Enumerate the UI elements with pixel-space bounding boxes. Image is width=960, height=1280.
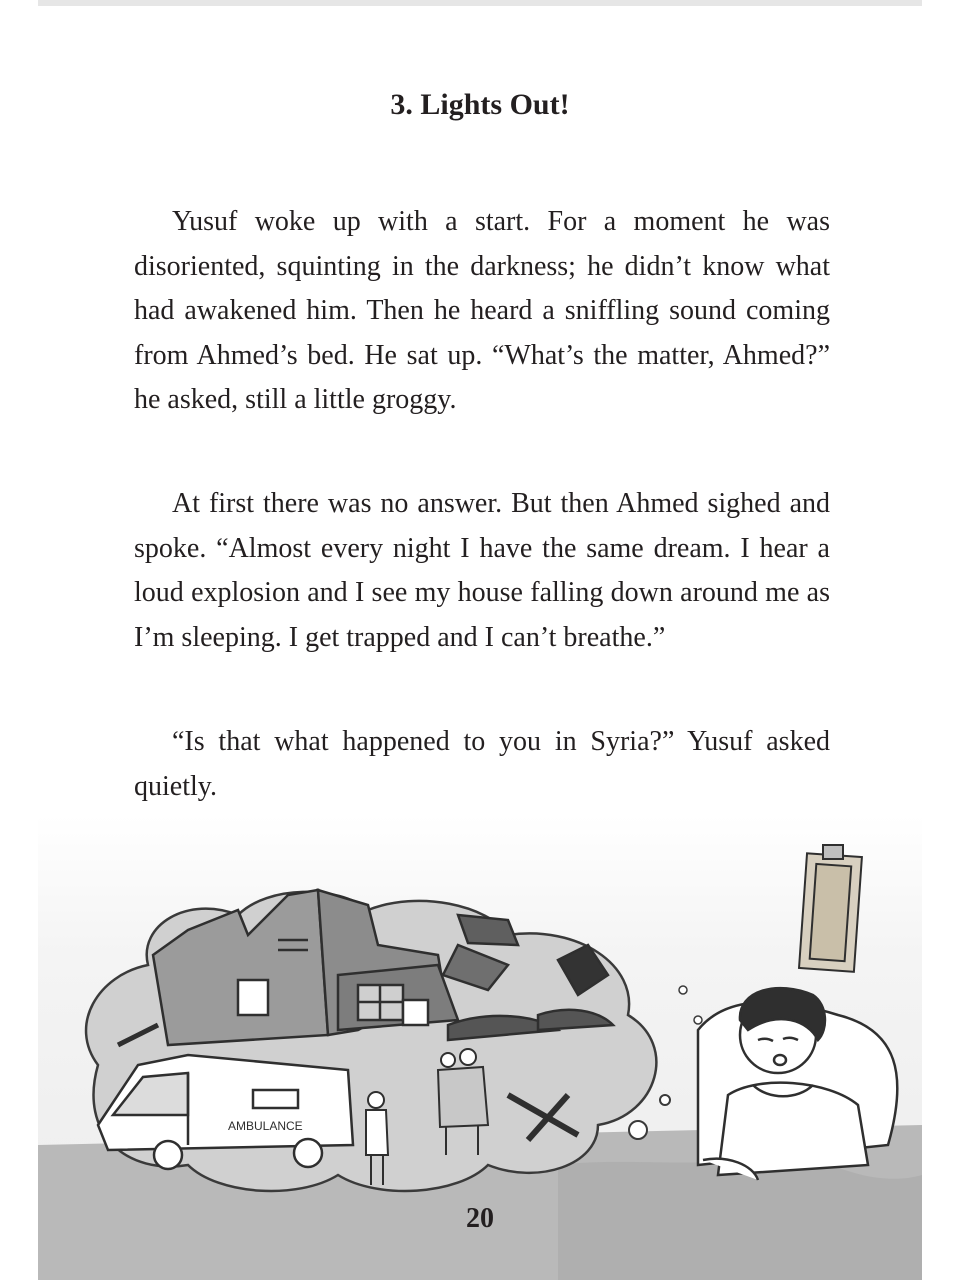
ambulance-label: AMBULANCE: [228, 1119, 303, 1133]
paragraph-2-text: At first there was no answer. But then Ahmed sighed and spoke. “Almost every night I have the same dream. I hear a loud explosion and I see my house falling down around me as I’m sleeping. I get trapped and I can’t breathe.”: [134, 488, 830, 653]
chapter-title: 3. Lights Out!: [390, 88, 570, 121]
paragraph-1: [134, 200, 830, 423]
framed-picture-icon: [799, 845, 862, 972]
page-number: 20: [466, 1203, 494, 1234]
paragraph-3-text: “Is that what happened to you in Syria?” Yusuf asked quietly.: [134, 726, 830, 802]
paragraph-1-text: Yusuf woke up with a start. For a moment he was disoriented, squinting in the darkness; he didn’t know what had awakened him. Then he heard a sniffling sound coming from Ahmed’s bed. He sat up. “What’s the matter, Ahmed?” he asked, still a little groggy.: [134, 206, 830, 415]
paragraph-2: [134, 482, 830, 660]
paragraph-3: [134, 720, 830, 809]
page-top-edge: [38, 0, 922, 6]
